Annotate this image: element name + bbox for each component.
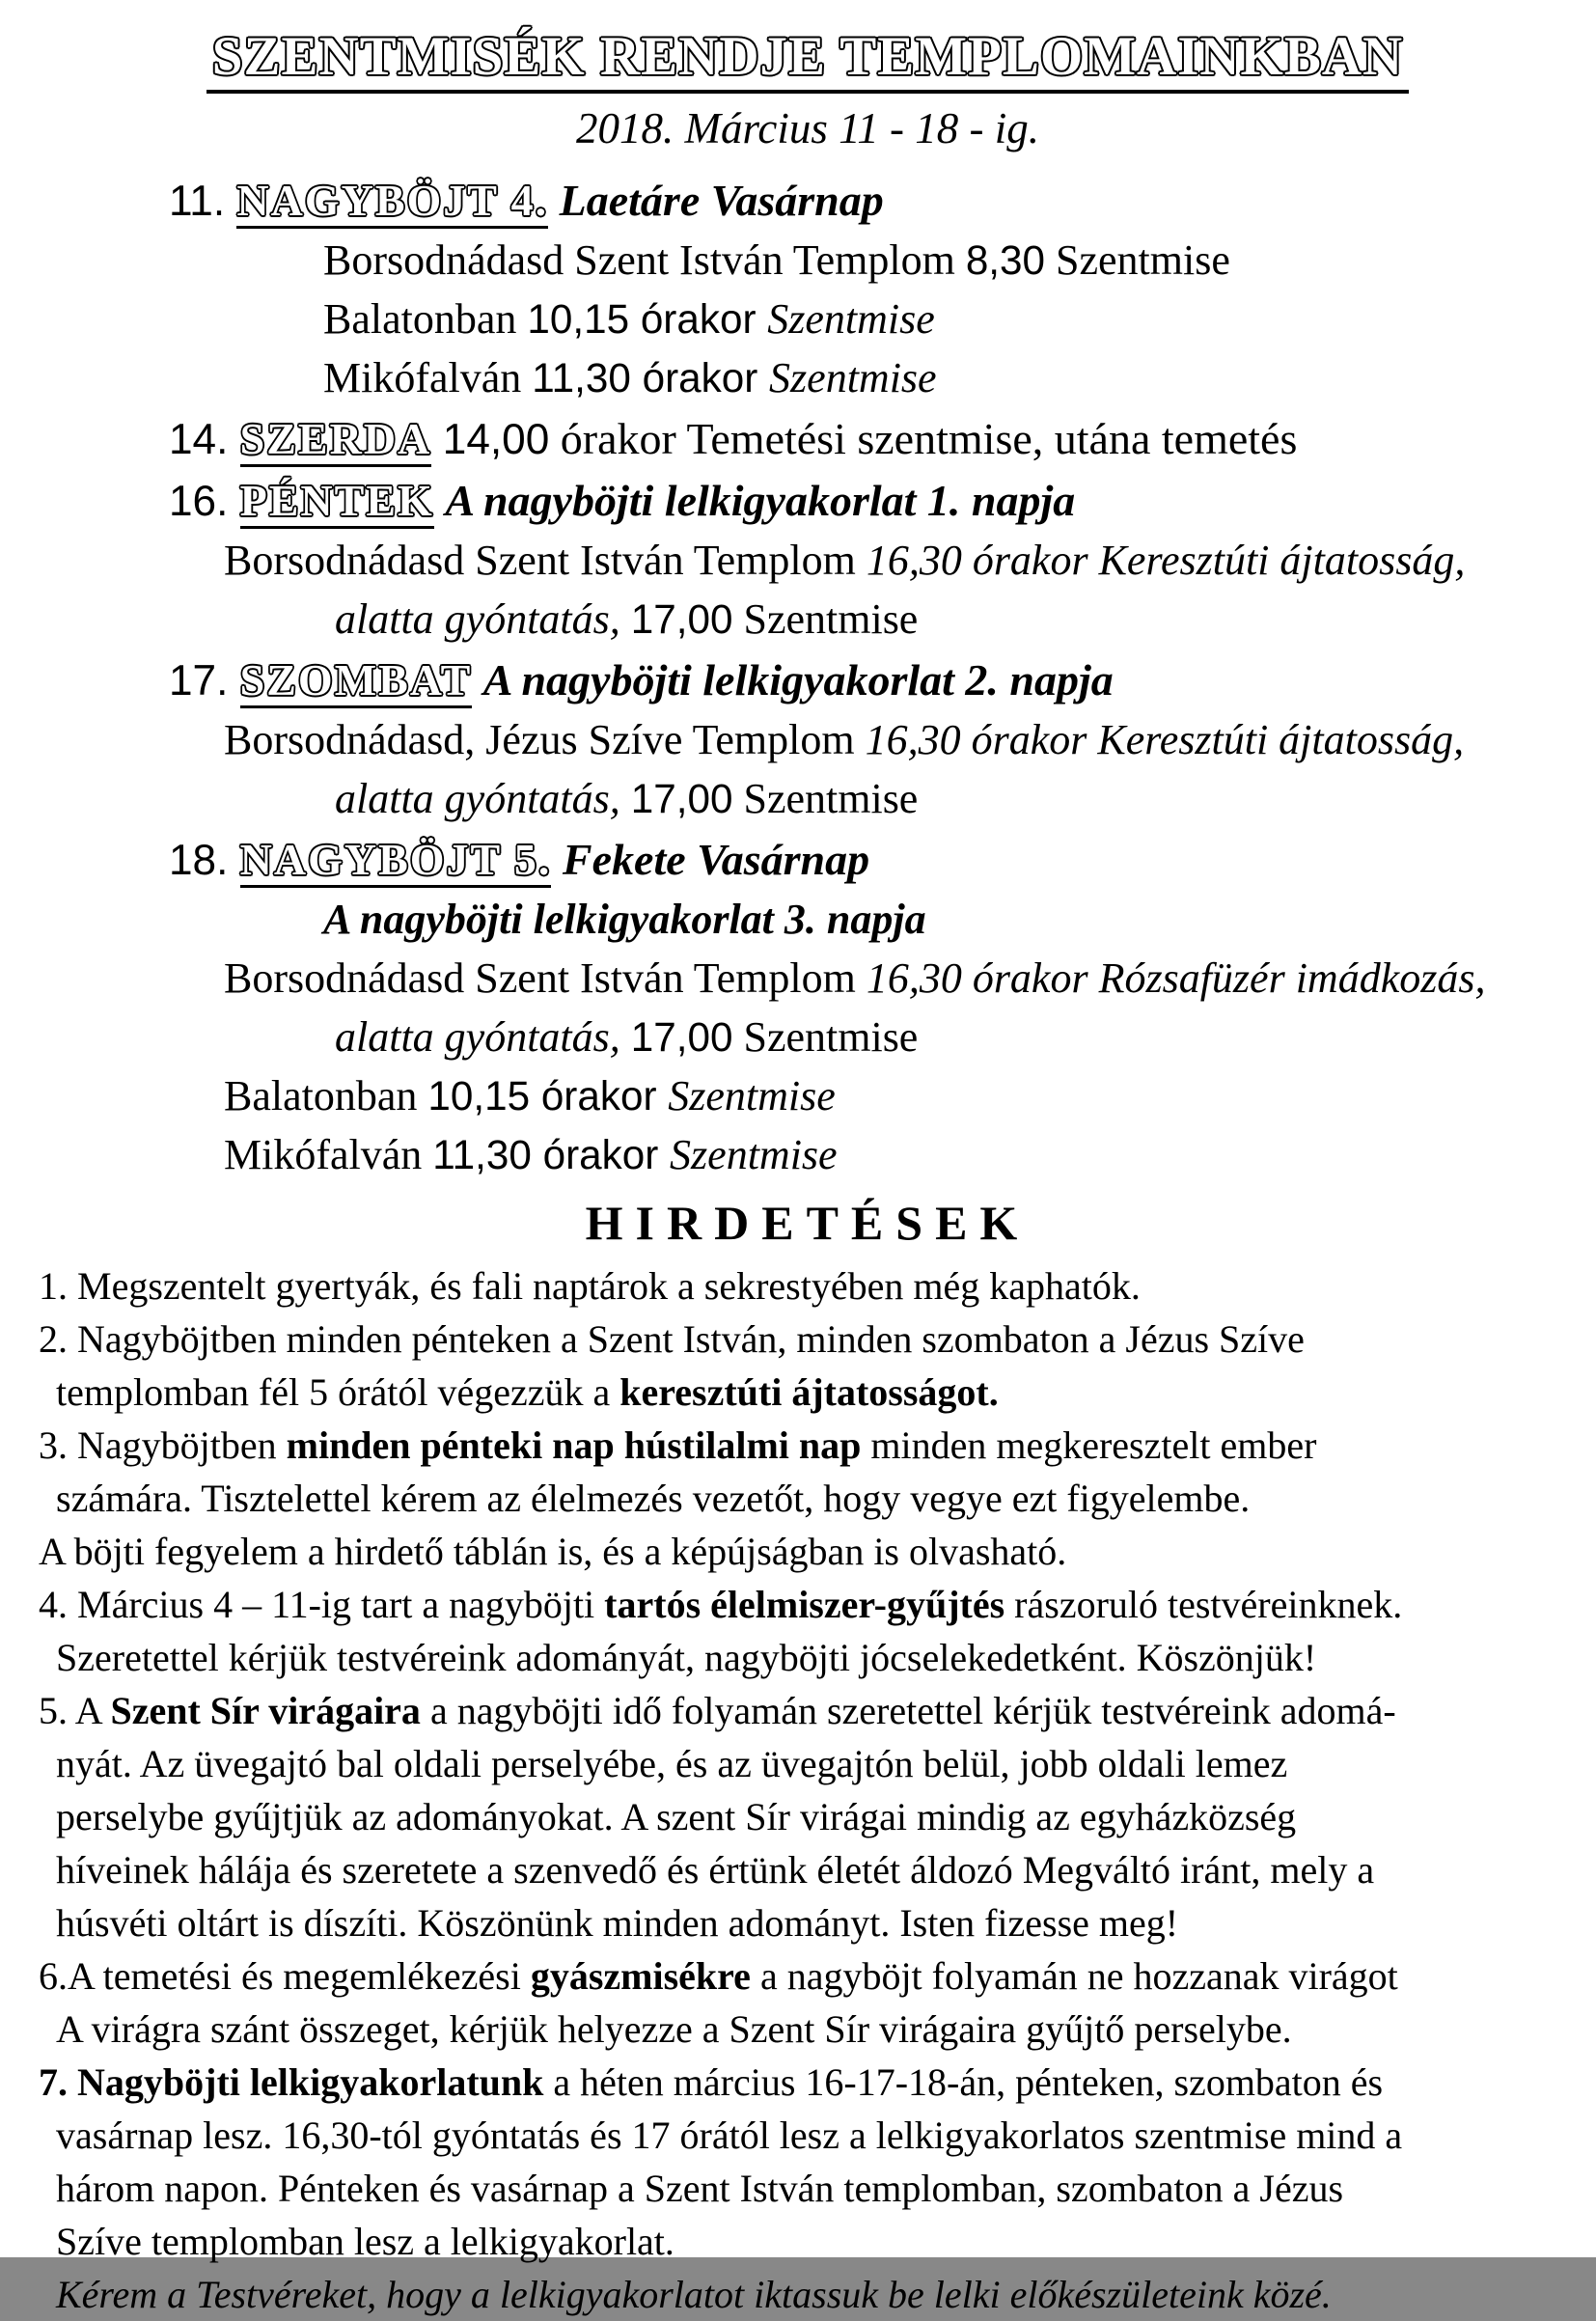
text-run: Borsodnádasd Szent István Templom [224, 954, 867, 1002]
text-run [472, 655, 483, 705]
announcement-line [39, 1949, 1577, 2003]
text-run: órakor Temetési szentmise, utána temetés [549, 414, 1298, 463]
announcement-line [56, 1737, 1577, 1790]
schedule-day-header [169, 171, 1577, 231]
announcement-item [39, 1419, 1577, 1525]
text-run: 17,00 [630, 776, 733, 821]
text-run: 16,30 órakor Rózsafüzér imádkozás, [866, 954, 1486, 1002]
schedule-day-header [169, 471, 1577, 531]
text-run: Szeretettel kérjük testvéreink adományát, nagyböjti jócselekedetként. Köszönjük! [56, 1636, 1317, 1679]
text-run: Szíve templomban lesz a lelkigyakorlat. [56, 2220, 674, 2263]
text-run: 11. [169, 178, 237, 225]
text-run: A nagyböjti lelkigyakorlat 3. napja [323, 896, 926, 943]
text-run: Borsodnádasd Szent István Templom [224, 537, 867, 584]
announcement-line [56, 1790, 1577, 1843]
text-run: 4. Március 4 – 11-ig tart a nagyböjti [39, 1583, 605, 1626]
text-run: SZOMBAT [240, 655, 473, 708]
schedule-day-header [169, 650, 1577, 710]
schedule [39, 171, 1577, 1184]
announcement-item [39, 1525, 1577, 1578]
announcement-item [39, 1312, 1577, 1419]
text-run: perselybe gyűjtjük az adományokat. A szent Sír virágai mindig az egyházközség [56, 1795, 1297, 1838]
announcement-line [56, 2109, 1577, 2162]
text-run: Mikófalván [224, 1131, 433, 1178]
text-run: templomban fél 5 órától végezzük a [56, 1370, 620, 1414]
text-run: 10,15 órakor [527, 296, 768, 342]
text-run [548, 176, 560, 225]
text-run: 10,15 órakor [427, 1073, 669, 1119]
text-run: gyászmisékre [530, 1954, 751, 1998]
schedule-entry [39, 171, 1577, 407]
announcement-line [56, 1631, 1577, 1684]
text-run: Szentmise [670, 1131, 838, 1178]
schedule-line [323, 348, 1577, 407]
document-title-text: SZENTMISÉK RENDJE TEMPLOMAINKBAN [211, 26, 1404, 87]
document-title [39, 25, 1577, 94]
text-run: NAGYBÖJT 5. [240, 835, 552, 888]
schedule-line [323, 890, 1577, 949]
schedule-entry [39, 471, 1577, 649]
text-run: 14. [169, 416, 240, 463]
text-run: alatta gyóntatás, [335, 775, 631, 822]
announcement-line [39, 1259, 1577, 1312]
text-run [434, 476, 446, 525]
text-run: 1. Megszentelt gyertyák, és fali naptárok a sekrestyében még kaphatók. [39, 1264, 1141, 1308]
text-run: SZERDA [240, 414, 432, 467]
text-run: A böjti fegyelem a hirdető táblán is, és a képújságban is olvasható. [39, 1530, 1067, 1573]
announcement-item [39, 1684, 1577, 1949]
text-run: alatta gyóntatás, [335, 1013, 631, 1061]
schedule-day-header [169, 830, 1577, 890]
text-run: a nagyböjti idő folyamán szeretettel kérjük testvéreink adomá- [420, 1689, 1396, 1732]
text-run: 8,30 [965, 237, 1046, 283]
text-run: NAGYBÖJT 4. [236, 176, 548, 229]
text-run: Szentmise [732, 595, 919, 643]
text-run: A nagyböjti lelkigyakorlat 2. napja [482, 655, 1114, 705]
text-run: Balatonban [323, 295, 528, 343]
text-run: 16,30 órakor Keresztúti ájtatosság, [866, 537, 1466, 584]
text-run: alatta gyóntatás, [335, 595, 631, 643]
text-run: A virágra szánt összeget, kérjük helyezze a Szent Sír virágaira gyűjtő perselybe. [56, 2007, 1292, 2051]
schedule-line [224, 710, 1577, 769]
announcements [39, 1259, 1577, 2321]
text-run: Balatonban [224, 1072, 428, 1119]
schedule-line [224, 1125, 1577, 1184]
announcement-line [56, 2215, 1577, 2268]
schedule-line [323, 231, 1577, 290]
schedule-line [335, 769, 1577, 828]
announcement-item [39, 1578, 1577, 1684]
announcement-line [39, 1578, 1577, 1631]
text-run: PÉNTEK [240, 476, 434, 529]
text-run: híveinek hálája és szeretete a szenvedő és értünk életét áldozó Megváltó iránt, mely a [56, 1848, 1375, 1892]
text-run: nyát. Az üvegajtó bal oldali perselyébe, és az üvegajtón belül, jobb oldali lemez [56, 1742, 1288, 1785]
text-run: három napon. Pénteken és vasárnap a Szent István templomban, szombaton a Jézus [56, 2167, 1344, 2210]
text-run: Szentmise [1045, 236, 1230, 284]
text-run: Borsodnádasd, Jézus Szíve Templom [224, 716, 866, 763]
announcement-line [39, 1419, 1577, 1472]
text-run: 18. [169, 837, 240, 884]
schedule-line [224, 949, 1577, 1008]
schedule-line [323, 290, 1577, 348]
schedule-line [335, 590, 1577, 649]
text-run: 17,00 [630, 1014, 733, 1060]
text-run: 7. Nagyböjti lelkigyakorlatunk [39, 2060, 544, 2104]
text-run: 11,30 órakor [532, 355, 770, 401]
text-run: 17,00 [630, 596, 733, 642]
text-run: húsvéti oltárt is díszíti. Köszönünk minden adományt. Isten fizesse meg! [56, 1901, 1179, 1945]
text-run: 2. Nagyböjtben minden pénteken a Szent István, minden szombaton a Jézus Szíve [39, 1317, 1305, 1361]
text-run: a héten március 16-17-18-án, pénteken, szombaton és [543, 2060, 1384, 2104]
announcements-heading: HIRDETÉSEK [585, 1196, 1031, 1250]
announcement-item [39, 1259, 1577, 1312]
announcement-line [39, 1525, 1577, 1578]
text-run: Laetáre Vasárnap [559, 176, 884, 225]
schedule-line [224, 531, 1577, 590]
text-run: 17. [169, 657, 240, 705]
announcement-line [56, 2268, 1577, 2321]
text-run: tartós élelmiszer-gyűjtés [604, 1583, 1005, 1626]
announcement-line [56, 1366, 1577, 1419]
announcement-item [39, 1949, 1577, 2056]
schedule-day-header [169, 409, 1577, 469]
text-run: Kérem a Testvéreket, hogy a lelkigyakorlatot iktassuk be lelki előkészületeink közé. [56, 2273, 1332, 2316]
text-run: Szentmise [767, 295, 935, 343]
text-run: 14,00 [442, 416, 550, 463]
text-run: minden megkeresztelt ember [861, 1423, 1317, 1467]
text-run: Szentmise [668, 1072, 836, 1119]
announcement-line [39, 1684, 1577, 1737]
document-subtitle: 2018. Március 11 - 18 - ig. [576, 104, 1039, 152]
text-run [431, 414, 443, 463]
text-run: minden pénteki nap hústilalmi nap [286, 1423, 862, 1467]
announcement-line [56, 1472, 1577, 1525]
text-run: 11,30 órakor [432, 1132, 671, 1177]
schedule-line [224, 1066, 1577, 1125]
text-run: a nagyböjt folyamán ne hozzanak virágot [750, 1954, 1398, 1998]
text-run: 6.A temetési és megemlékezési [39, 1954, 531, 1998]
schedule-entry [39, 830, 1577, 1184]
text-run: Mikófalván [323, 354, 533, 401]
announcement-line [39, 1312, 1577, 1366]
announcement-item [39, 2268, 1577, 2321]
text-run: vasárnap lesz. 16,30-tól gyóntatás és 17 órától lesz a lelkigyakorlatos szentmise mind a [56, 2114, 1403, 2157]
text-run: keresztúti ájtatosságot. [619, 1370, 999, 1414]
text-run: 16,30 órakor Keresztúti ájtatosság, [865, 716, 1465, 763]
text-run: Szent Sír virágaira [110, 1689, 421, 1732]
text-run: Szentmise [769, 354, 937, 401]
text-run: Fekete Vasárnap [562, 835, 870, 884]
announcement-line [56, 2003, 1577, 2056]
text-run: A nagyböjti lelkigyakorlat 1. napja [445, 476, 1076, 525]
text-run: Borsodnádasd Szent István Templom [323, 236, 966, 284]
announcement-line [56, 1896, 1577, 1949]
text-run: Szentmise [732, 775, 919, 822]
text-run: 5. A [39, 1689, 111, 1732]
text-run: számára. Tisztelettel kérem az élelmezés vezetőt, hogy vegye ezt figyelembe. [56, 1477, 1251, 1520]
text-run: 3. Nagyböjtben [39, 1423, 287, 1467]
text-run: Szentmise [732, 1013, 919, 1061]
text-run [551, 835, 563, 884]
schedule-line [335, 1008, 1577, 1066]
announcement-line [39, 2056, 1577, 2109]
announcement-line [56, 1843, 1577, 1896]
announcement-item [39, 2056, 1577, 2268]
text-run: 16. [169, 478, 240, 525]
schedule-entry [39, 409, 1577, 469]
announcement-line [56, 2162, 1577, 2215]
text-run: rászoruló testvéreinknek. [1004, 1583, 1403, 1626]
schedule-entry [39, 650, 1577, 828]
